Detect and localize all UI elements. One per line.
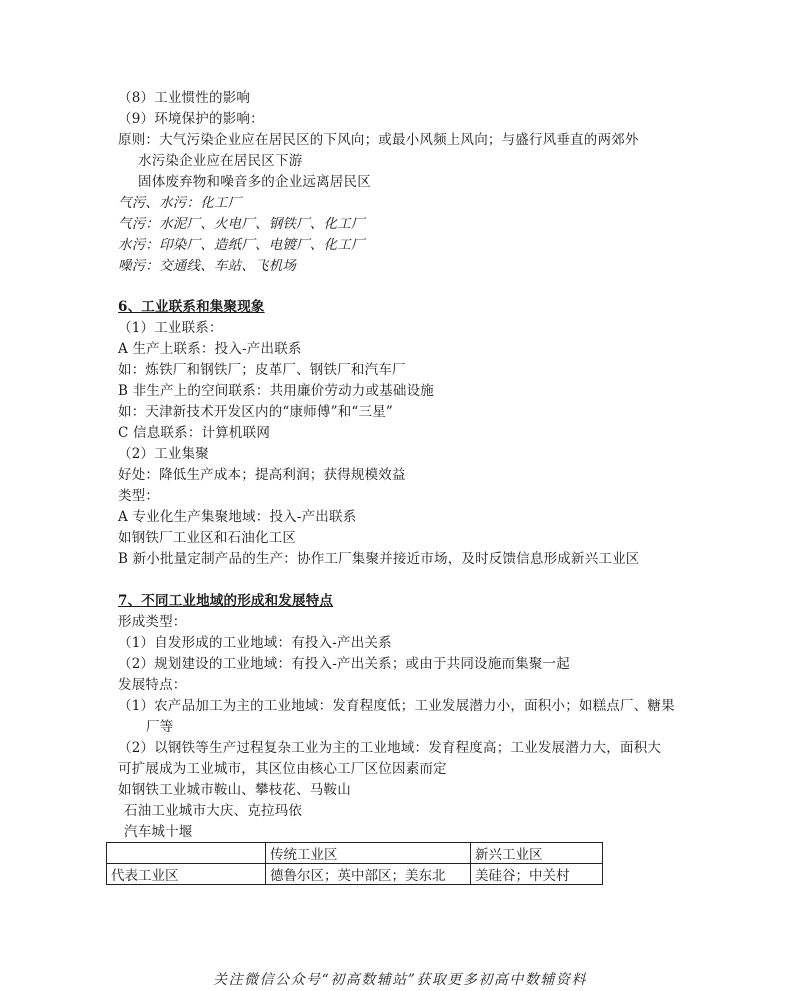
text-line: 如：天津新技术开发区内的“康师傅”和“三星” (118, 404, 394, 420)
section-heading: 7、不同工业地域的形成和发展特点 (118, 593, 334, 609)
text-line: 气污：水泥厂、火电厂、钢铁厂、化工厂 (118, 216, 365, 232)
text-line: 水污：印染厂、造纸厂、电镀厂、化工厂 (118, 237, 365, 253)
table-cell: 新兴工业区 (471, 843, 603, 864)
text-line: 石油工业城市大庆、克拉玛依 (124, 803, 303, 819)
text-line: 好处：降低生产成本；提高利润；获得规模效益 (118, 467, 406, 483)
text-line: （9）环境保护的影响： (118, 111, 264, 127)
section-heading: 6、工业联系和集聚现象 (118, 299, 265, 315)
text-line: 噪污：交通线、车站、飞机场 (118, 258, 297, 274)
footer-note: 关注微信公众号“初高数辅站”获取更多初高中数辅资料 (213, 972, 587, 988)
text-line: B 非生产上的空间联系：共用廉价劳动力或基础设施 (118, 383, 435, 399)
text-line: 如钢铁工业城市鞍山、攀枝花、马鞍山 (118, 782, 351, 798)
text-line: 固体废弃物和噪音多的企业远离居民区 (138, 174, 371, 190)
comparison-table (106, 842, 603, 885)
table-row (107, 864, 603, 885)
text-line: 形成类型： (118, 614, 187, 630)
table-cell: 美硅谷；中关村 (471, 864, 603, 885)
text-line: A 生产上联系：投入-产出联系 (118, 341, 302, 357)
text-line: （8）工业惯性的影响 (118, 90, 251, 106)
text-line: 原则：大气污染企业应在居民区的下风向；或最小风频上风向；与盛行风垂直的两郊外 (118, 132, 639, 148)
text-line: （1）自发形成的工业地域：有投入-产出关系 (118, 635, 392, 651)
text-line: （1）工业联系： (118, 320, 223, 336)
table-cell: 代表工业区 (107, 864, 266, 885)
text-line: B 新小批量定制产品的生产：协作工厂集聚并接近市场，及时反馈信息形成新兴工业区 (118, 551, 640, 567)
text-line: 如：炼铁厂和钢铁厂；皮革厂、钢铁厂和汽车厂 (118, 362, 406, 378)
table-cell: 德鲁尔区；英中部区；美东北 (266, 864, 471, 885)
text-line: 水污染企业应在居民区下游 (138, 153, 303, 169)
text-line: A 专业化生产集聚地域：投入-产出联系 (118, 509, 357, 525)
table-cell (107, 843, 266, 864)
text-line: 气污、水污：化工厂 (118, 195, 242, 211)
text-line: 如钢铁厂工业区和石油化工区 (118, 530, 297, 546)
text-line: （2）规划建设的工业地域：有投入-产出关系；或由于共同设施而集聚一起 (118, 656, 570, 672)
text-line: 汽车城十堰 (124, 824, 193, 840)
text-line: C 信息联系：计算机联网 (118, 425, 271, 441)
text-line: 类型： (118, 488, 160, 504)
table-header-row (107, 843, 603, 864)
text-line: 发展特点： (118, 677, 187, 693)
text-line: 厂等 (146, 719, 174, 735)
text-line: （1）农产品加工为主的工业地域：发育程度低；工业发展潜力小，面积小；如糕点厂、糖果 (118, 698, 675, 714)
text-line: （2）工业集聚 (118, 446, 209, 462)
table-cell: 传统工业区 (266, 843, 471, 864)
text-line: 可扩展成为工业城市，其区位由核心工厂区位因素而定 (118, 761, 447, 777)
text-line: （2）以钢铁等生产过程复杂工业为主的工业地域：发育程度高；工业发展潜力大，面积大 (118, 740, 662, 756)
